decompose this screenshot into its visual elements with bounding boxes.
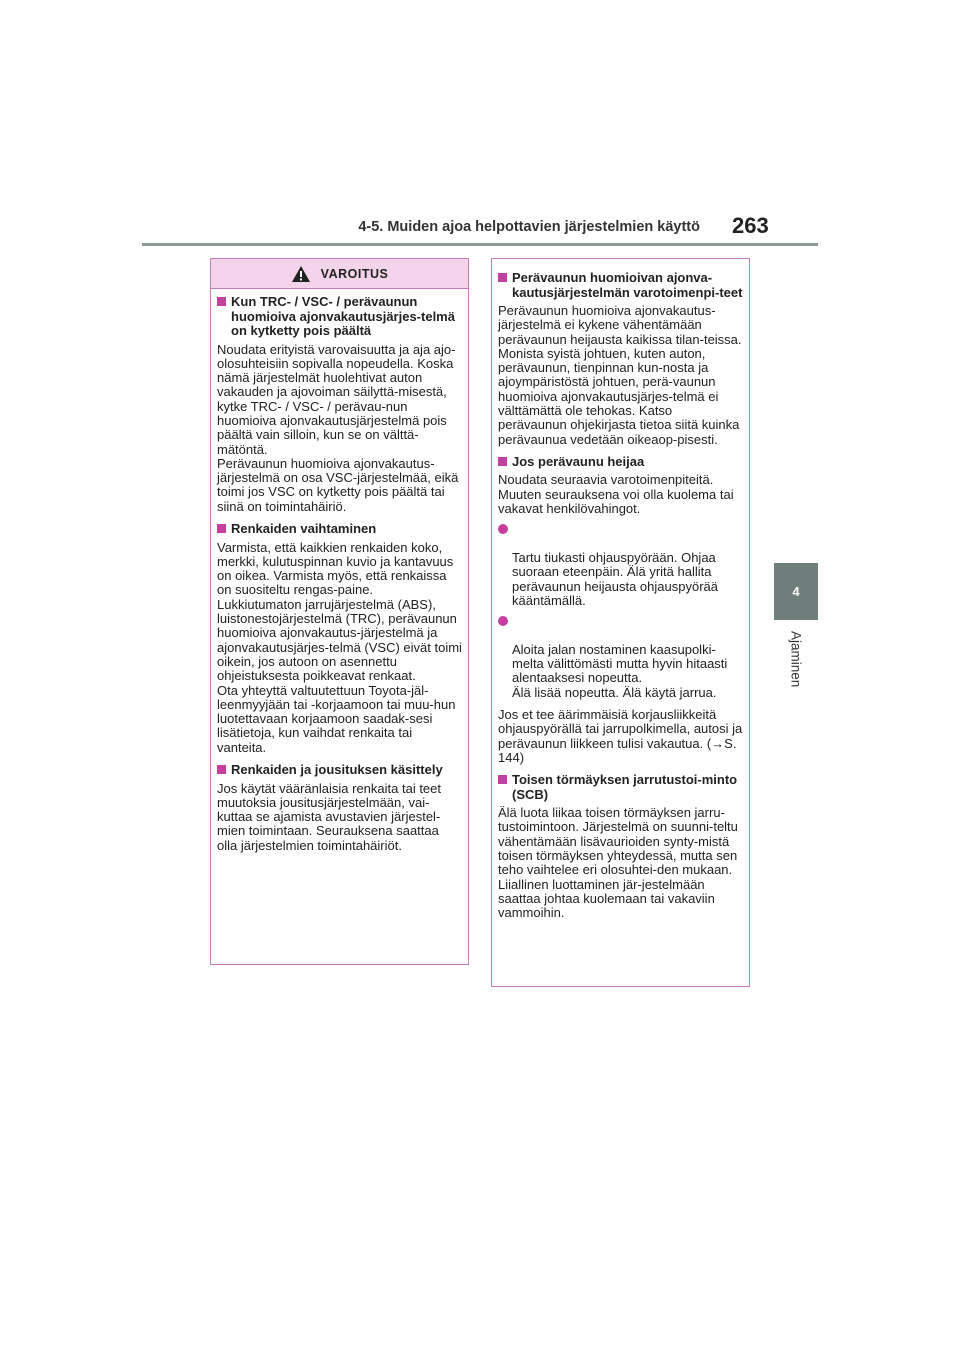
list-item: [498, 522, 743, 608]
section-body: Jos käytät vääränlaisia renkaita tai teet muutoksia jousitusjärjestelmään, vai-kuttaa se ajamista avustavien järjestel-mien toimintaan. Seurauksena saattaa olla järjestelmien toimintahäiriöt.: [217, 780, 442, 853]
square-bullet-icon: [217, 297, 226, 306]
list-item-text: Tartu tiukasti ohjauspyörään. Ohjaa suoraan eteenpäin. Älä yritä hallita perävaunun heijausta ohjauspyörää kääntämällä.: [512, 549, 718, 608]
square-bullet-icon: [217, 765, 226, 774]
section-secondary-collision-brake: [492, 773, 749, 920]
section-trailer-sway-precautions: [492, 271, 749, 447]
section-outro: Jos et tee äärimmäisiä korjausliikkeitä ohjauspyörällä tai jarrupolkimella, autosi ja perävaunun liikkeen tulisi vakautua. (→S. 144): [498, 706, 743, 765]
section-body: Älä luota liikaa toisen törmäyksen jarru-tustoimintoon. Järjestelmä on suunni-teltu vähentämään lisävaurioiden synty-mistä toisen törmäyksen yhteydessä, mutta sen teho vaihtelee eri olosuhtei-den mukaan. Liiallinen luottaminen jär-jestelmään saattaa johtaa kuolemaan tai vakaviin vammoihin.: [498, 805, 738, 921]
warning-section-tires-suspension: [211, 763, 468, 853]
chapter-number: 4: [792, 584, 800, 599]
warning-box-continued: [491, 258, 750, 987]
warning-box: [210, 258, 469, 965]
warning-section-tire-change: [211, 522, 468, 755]
warning-header: [211, 259, 468, 289]
round-bullet-icon: [498, 616, 508, 626]
list-item-text: Aloita jalan nostaminen kaasupolki-melta välittömästi mutta hyvin hitaasti alentaaksesi nopeutta. Älä lisää nopeutta. Älä käytä jarrua.: [512, 641, 728, 700]
round-bullet-icon: [498, 524, 508, 534]
chapter-tab[interactable]: [774, 563, 818, 620]
list-item: [498, 614, 743, 700]
square-bullet-icon: [498, 775, 507, 784]
page-number: 263: [732, 213, 769, 238]
section-heading: Renkaiden vaihtaminen: [231, 521, 377, 537]
warning-triangle-icon: [291, 265, 311, 283]
section-body: Varmista, että kaikkien renkaiden koko, merkki, kulutuspinnan kuvio ja kantavuus on oikea. Varmista myös, että renkaissa on suositeltu rengas-paine. Lukkiutumaton jarrujärjestelmä (ABS), luistonestojärjestelmä (TRC), perävaunun huomioiva ajonvakautus-järjestelmä ja ajonvakautusjärjes-telmä (VSC) eivät toimi oikein, jos autoon on asennettu ohjeistuksesta poikkeavat renkaat. Ota yhteyttä valtuutettuun Toyota-jäl-leenmyyjään tai -korjaamoon tai muu-hun luotettavaan korjaamoon saadak-sesi lisätietoja, kun vaihdat renkaita tai vanteita.: [217, 539, 462, 755]
square-bullet-icon: [217, 524, 226, 533]
section-body: Perävaunun huomioiva ajonvakautus-järjestelmä ei kykene vähentämään perävaunun heijausta kaikissa tilan-teissa. Monista syistä johtuen, kuten auton, perävaunun, tienpinnan kun-nosta ja ajoympäristöstä johtuen, perä-vaunun huomioiva ajonvakautusjärjes-telmä ei välttämättä ole tehokas. Katso perävaunun ohjekirjasta tietoa siitä kuinka perävaunua vedetään oikeaop-pisesti.: [498, 303, 742, 447]
square-bullet-icon: [498, 273, 507, 282]
section-body: Noudata erityistä varovaisuutta ja aja ajo-olosuhteisiin sopivalla nopeudella. Koska nämä järjestelmät huolehtivat auton vakauden ja ajovoiman säilyttä-misestä, kytke TRC- / VSC- / perävau-nun huomioiva ajonvakautusjärjestelmä pois päältä vain silloin, kun se on välttä-mätöntä. Perävaunun huomioiva ajonvakautus-järjestelmä on osa VSC-järjestelmää, eikä toimi jos VSC on kytketty pois päältä tai siinä on toimintahäiriö.: [217, 341, 459, 514]
section-trailer-sway: [492, 455, 749, 765]
section-heading: Renkaiden ja jousituksen käsittely: [231, 762, 443, 778]
section-intro: Noudata seuraavia varotoimenpiteitä. Muuten seurauksena voi olla kuolema tai vakavat henkilövahingot.: [498, 472, 734, 517]
section-heading: Toisen törmäyksen jarrutustoi-minto (SCB): [512, 772, 738, 802]
section-title: 4-5. Muiden ajoa helpottavien järjestelmien käyttö: [358, 219, 700, 235]
header-rule: [142, 243, 818, 246]
warning-section-trc-off: [211, 295, 468, 514]
section-heading: Jos perävaunu heijaa: [512, 453, 645, 469]
warning-title: VAROITUS: [320, 266, 389, 281]
section-heading: Kun TRC- / VSC- / perävaunun huomioiva ajonvakautusjärjes-telmä on kytketty pois päältä: [231, 294, 455, 338]
square-bullet-icon: [498, 457, 507, 466]
chapter-label: Ajaminen: [788, 631, 804, 688]
section-heading: Perävaunun huomioivan ajonva-kautusjärjestelmän varotoimenpi-teet: [512, 270, 743, 300]
